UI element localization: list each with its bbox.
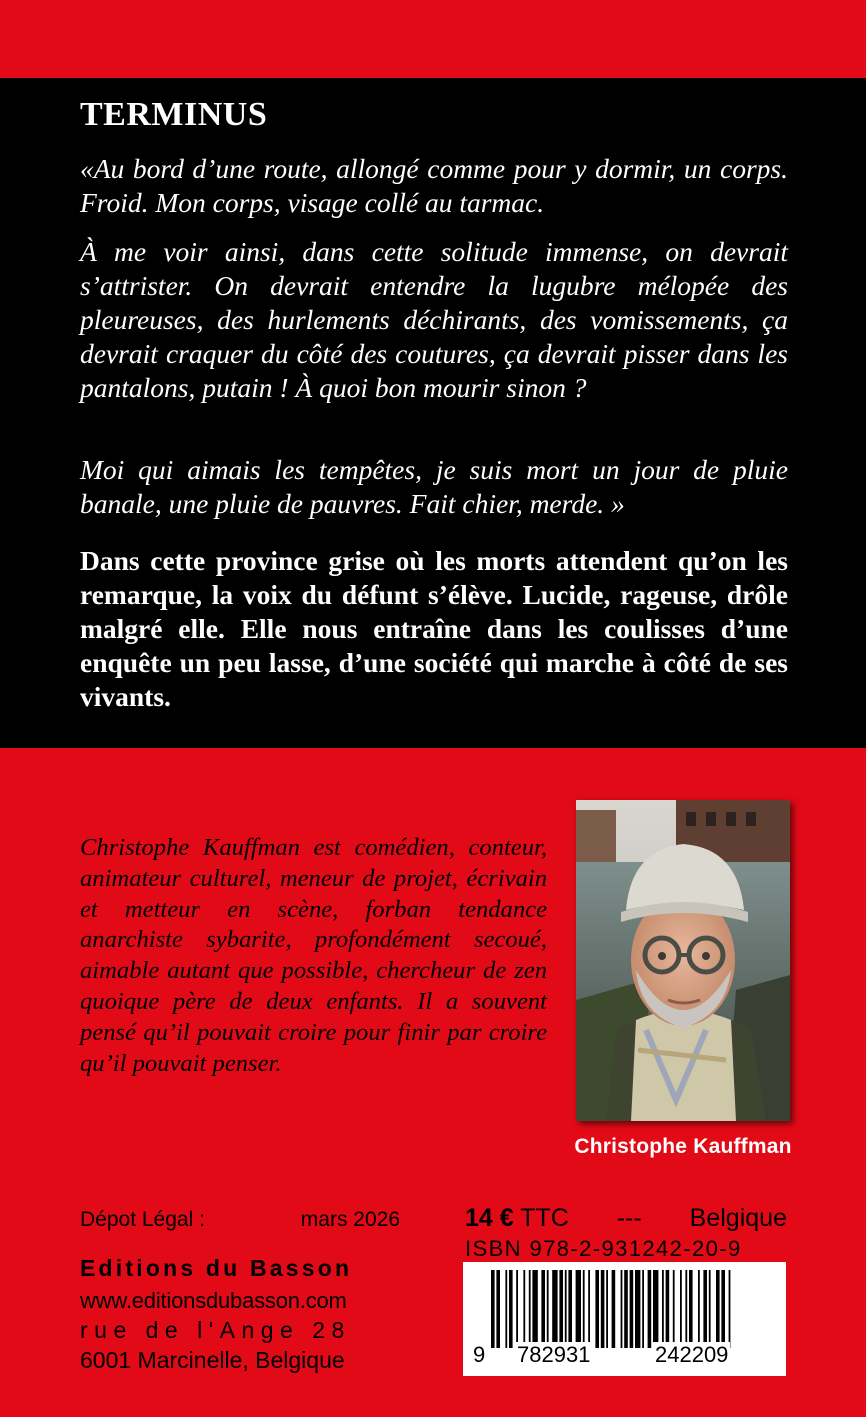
- legal-deposit: [80, 1205, 400, 1234]
- barcode-bar: [624, 1270, 628, 1348]
- barcode-bar: [642, 1270, 644, 1348]
- barcode-bar: [595, 1270, 599, 1348]
- barcode-bar: [612, 1270, 616, 1348]
- synopsis-panel: [0, 78, 866, 748]
- barcode-bar: [709, 1270, 711, 1348]
- barcode-bar: [653, 1270, 658, 1348]
- barcode-digit-group-2: 242209: [655, 1342, 729, 1367]
- barcode-bar: [529, 1270, 531, 1348]
- barcode-bar: [716, 1270, 720, 1348]
- price-separator: ---: [616, 1204, 642, 1232]
- barcode-bar: [547, 1270, 549, 1348]
- barcode-bar: [703, 1270, 707, 1348]
- isbn-barcode: [463, 1262, 786, 1376]
- barcode-bar: [648, 1270, 652, 1348]
- price-tax: TTC: [520, 1204, 569, 1232]
- barcode-digits: [463, 1340, 786, 1372]
- publisher-street: rue de l'Ange 28: [80, 1317, 351, 1343]
- publisher-city: 6001 Marcinelle, Belgique: [80, 1347, 345, 1373]
- barcode-bar: [601, 1270, 605, 1348]
- quote-paragraph-3: Moi qui aimais les tempêtes, je suis mort un jour de pluie banale, une pluie de pauvres. Fait chier, merde. »: [80, 454, 788, 519]
- barcode-bar: [576, 1270, 581, 1348]
- barcode-bar: [721, 1270, 725, 1348]
- barcode-bar: [532, 1270, 537, 1348]
- barcode-bar: [680, 1270, 682, 1348]
- legal-deposit-label: Dépot Légal :: [80, 1208, 205, 1231]
- price-country: Belgique: [689, 1204, 787, 1232]
- isbn-label: ISBN 978-2-931242-20-9: [465, 1236, 742, 1261]
- barcode-bar: [606, 1270, 608, 1348]
- barcode-bar: [505, 1270, 507, 1348]
- author-photo-caption: Christophe Kauffman: [574, 1135, 792, 1158]
- barcode-bar: [491, 1270, 495, 1348]
- barcode-bar: [621, 1270, 623, 1348]
- barcode-bar: [685, 1270, 687, 1348]
- barcode-bar: [541, 1270, 545, 1348]
- price-amount: 14 €: [465, 1204, 514, 1232]
- barcode-bar: [635, 1270, 640, 1348]
- author-bio: Christophe Kauffman est comédien, conteur, animateur culturel, meneur de projet, écrivain et metteur en scène, forban tendance anarchiste sybarite, profondément secoué, aimable autant que possible, chercheur de zen quoique père de deux enfants. Il a souvent pensé qu’il pouvait croire pour finir par croire qu’il pouvait penser.: [80, 834, 547, 1077]
- book-title: TERMINUS: [80, 96, 268, 133]
- barcode-bar: [698, 1270, 700, 1348]
- author-photo: [576, 800, 790, 1121]
- barcode-bar: [689, 1270, 693, 1348]
- quote-paragraph-2: À me voir ainsi, dans cette solitude immense, on devrait s’attrister. On devrait entendre la lugubre mélopée des pleureuses, des hurlements déchirants, des vomissements, ça devrait craquer du côté des coutures, ça devrait pisser dans les pantalons, putain ! À quoi bon mourir sinon ?: [80, 236, 788, 403]
- barcode-bar: [559, 1270, 563, 1348]
- barcode-bar: [666, 1270, 670, 1348]
- barcode-digit-first: 9: [473, 1342, 486, 1367]
- top-red-band: [0, 0, 866, 78]
- barcode-digit-group-1: 782931: [517, 1342, 591, 1367]
- barcode-bar: [630, 1270, 634, 1348]
- author-portrait-photo-icon: [576, 800, 790, 1121]
- barcode-bar: [588, 1270, 590, 1348]
- barcode-bar: [496, 1270, 500, 1348]
- barcode-bar: [565, 1270, 567, 1348]
- barcode-bar: [516, 1270, 518, 1348]
- barcode-bar: [583, 1270, 585, 1348]
- barcode-bar: [552, 1270, 557, 1348]
- barcode-bar: [662, 1270, 664, 1348]
- price-line: [465, 1204, 787, 1233]
- barcode-bar: [673, 1270, 675, 1348]
- book-summary: Dans cette province grise où les morts attendent qu’on les remarque, la voix du défunt s’élève. Lucide, rageuse, drôle malgré elle. Elle nous entraîne dans les coulisses d’une enquête un peu lasse, d’une société qui marche à côté de ses vivants.: [80, 545, 788, 712]
- barcode-bar: [523, 1270, 525, 1348]
- legal-deposit-date: mars 2026: [300, 1208, 400, 1231]
- barcode-bar: [568, 1270, 572, 1348]
- quote-paragraph-1: «Au bord d’une route, allongé comme pour y dormir, un corps. Froid. Mon corps, visage collé au tarmac.: [80, 153, 788, 218]
- barcode-bar: [729, 1270, 731, 1348]
- publisher-website: www.editionsdubasson.com: [80, 1288, 347, 1313]
- barcode-bar: [509, 1270, 513, 1348]
- publisher-name: Editions du Basson: [80, 1255, 353, 1281]
